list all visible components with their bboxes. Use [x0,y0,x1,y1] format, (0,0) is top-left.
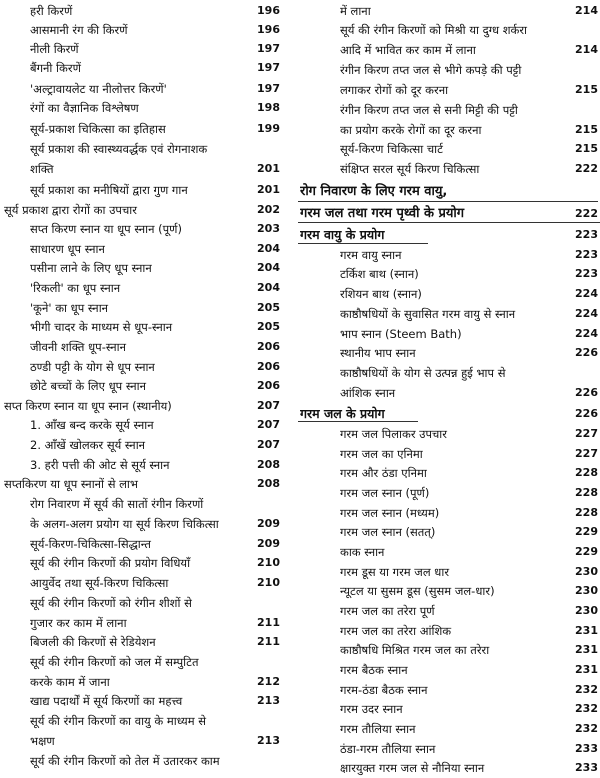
toc-entry-page: 226 [575,407,598,420]
toc-entry-title: 'अल्ट्रावायलेट या नीलोत्तर किरणें' [30,82,167,96]
toc-entry-page: 208 [257,477,280,490]
toc-entry [0,201,282,219]
toc-entry [0,515,282,533]
toc-entry [0,673,282,691]
toc-entry [0,475,282,493]
toc-entry-title: स्थानीय भाप स्नान [340,346,416,360]
toc-entry-title: गरम जल का तरेरा पूर्ण [340,604,435,618]
toc-entry [294,602,600,620]
toc-entry [294,700,600,718]
toc-entry-page: 227 [575,447,598,460]
toc-entry-title: 3. हरी पत्ती की ओट से सूर्य स्नान [30,458,170,472]
toc-entry-page: 196 [257,4,280,17]
toc-entry [294,543,600,561]
toc-entry [0,358,282,376]
heading-underline [298,243,428,244]
toc-entry-title: गरम जल स्नान (सतत्) [340,525,436,539]
toc-entry [294,160,600,178]
toc-entry-title: गरम तौलिया स्नान [340,722,416,736]
toc-entry-title: सूर्य की रंगीन किरणों को तेल में उतारकर काम [30,754,220,768]
toc-entry [294,226,600,244]
toc-entry-page: 226 [575,346,598,359]
toc-entry-title: भक्षण [30,734,55,748]
toc-entry-title: गरम-ठंडा बैठक स्नान [340,683,428,697]
toc-entry-title: हरी किरणें [30,4,73,18]
toc-entry-page: 227 [575,427,598,440]
toc-entry-page: 228 [575,486,598,499]
toc-entry-page: 233 [575,761,598,774]
toc-entry-page: 223 [575,267,598,280]
heading-underline [298,421,418,422]
toc-entry-page: 231 [575,663,598,676]
toc-entry [294,61,600,79]
toc-entry-title: ठण्डी पट्टी के योग से धूप स्नान [30,360,155,374]
toc-entry [0,40,282,58]
toc-entry-page: 230 [575,584,598,597]
toc-entry-page: 232 [575,722,598,735]
toc-entry [294,21,600,39]
toc-entry [0,240,282,258]
toc-entry [0,338,282,356]
toc-entry-title: गरम जल पिलाकर उपचार [340,427,447,441]
toc-entry-page: 211 [257,616,280,629]
toc-entry [294,81,600,99]
toc-entry [0,574,282,592]
toc-entry-page: 215 [575,123,598,136]
toc-entry-title: रंगीन किरण तप्त जल से सनी मिट्टी की पट्टी [340,103,518,117]
toc-entry-page: 206 [257,360,280,373]
toc-entry-title: 1. आँख बन्द करके सूर्य स्नान [30,418,154,432]
toc-entry-title: साधारण धूप स्नान [30,242,105,256]
toc-entry [0,299,282,317]
toc-entry [294,140,600,158]
toc-entry [294,305,600,323]
toc-entry-title: खाद्य पदार्थों में सूर्य किरणों का महत्त्व [30,694,183,708]
toc-entry-page: 213 [257,734,280,747]
heading-underline [298,201,598,202]
toc-entry-title: ठंडा-गरम तौलिया स्नान [340,742,436,756]
toc-entry-title: छोटे बच्चों के लिए धूप स्नान [30,379,147,393]
toc-entry [294,344,600,362]
toc-entry [0,436,282,454]
toc-entry-page: 204 [257,242,280,255]
toc-entry [294,41,600,59]
toc-entry-title: 2. आँखें खोलकर सूर्य स्नान [30,438,146,452]
toc-entry [294,740,600,758]
toc-entry [0,220,282,238]
toc-entry [0,732,282,750]
toc-entry-title: गरम उदर स्नान [340,702,403,716]
toc-entry-title: बिजली की किरणों से रेडियेशन [30,635,156,649]
toc-entry-page: 214 [575,43,598,56]
toc-entry-title: गरम डूस या गरम जल धार [340,565,450,579]
toc-entry-title: सप्त किरण स्नान या धूप स्नान (पूर्ण) [30,222,182,236]
toc-entry-title: का प्रयोग करके रोगों का दूर करना [340,123,482,137]
toc-entry-page: 205 [257,301,280,314]
toc-entry [294,563,600,581]
toc-entry-title: काष्ठौषधि मिश्रित गरम जल का तरेरा [340,643,490,657]
toc-entry [0,140,282,158]
toc-right-column [294,0,600,778]
toc-entry [0,752,282,770]
toc-entry-page: 196 [257,23,280,36]
toc-entry-page: 228 [575,466,598,479]
toc-entry [0,2,282,20]
toc-entry [0,653,282,671]
toc-entry [294,183,600,201]
toc-entry-title: गरम और ठंडा एनिमा [340,466,427,480]
toc-entry-page: 215 [575,142,598,155]
toc-entry [294,464,600,482]
toc-entry [0,259,282,277]
toc-entry-title: सूर्य प्रकाश की स्वास्थ्यवर्द्धक एवं रोगनाशक [30,142,208,156]
toc-entry [0,535,282,553]
toc-entry [0,594,282,612]
toc-entry [0,120,282,138]
toc-entry [0,80,282,98]
toc-entry [294,484,600,502]
toc-entry-title: गरम जल स्नान (पूर्ण) [340,486,430,500]
toc-entry-page: 214 [575,4,598,17]
toc-entry-page: 201 [257,162,280,175]
toc-entry-title: 'रिकली' का धूप स्नान [30,281,121,295]
toc-entry-page: 204 [257,281,280,294]
toc-entry-title: क्षारयुक्त गरम जल से नौनिया स्नान [340,761,485,775]
toc-entry-page: 208 [257,458,280,471]
toc-entry-title: टर्किश बाथ (स्नान) [340,267,419,281]
toc-entry-title: रशियन बाथ (स्नान) [340,287,422,301]
toc-entry-page: 215 [575,83,598,96]
toc-entry-page: 229 [575,525,598,538]
toc-entry-title: नीली किरणें [30,42,79,56]
toc-entry-title: गरम जल स्नान (मध्यम) [340,506,440,520]
toc-entry [294,2,600,20]
toc-entry-page: 222 [575,207,598,220]
toc-entry [0,279,282,297]
toc-entry-title: आसमानी रंग की किरणें [30,23,128,37]
toc-entry-title: के अलग-अलग प्रयोग या सूर्य किरण चिकित्सा [30,517,219,531]
toc-entry [0,614,282,632]
toc-entry-page: 224 [575,287,598,300]
toc-entry-title: रंगों का वैज्ञानिक विश्लेषण [30,101,139,115]
toc-entry-title: काष्ठौषधियों के योग से उत्पन्न हुई भाप से [340,366,506,380]
toc-entry-title: सप्त किरण स्नान या धूप स्नान (स्थानीय) [4,399,172,413]
toc-entry-title: रोग निवारण के लिए गरम वायु, [300,184,448,199]
toc-entry-title: सूर्य-किरण चिकित्सा चार्ट [340,142,443,156]
toc-entry-title: सूर्य की रंगीन किरणों को जल में सम्पुटित [30,655,199,669]
toc-entry [0,554,282,572]
toc-entry [294,759,600,777]
toc-entry-title: गुजार कर काम में लाना [30,616,127,630]
toc-entry-title: पसीना लाने के लिए धूप स्नान [30,261,152,275]
toc-entry [0,692,282,710]
toc-entry-page: 210 [257,556,280,569]
toc-entry-page: 229 [575,545,598,558]
toc-entry-page: 197 [257,42,280,55]
toc-entry-page: 210 [257,576,280,589]
toc-entry [0,59,282,77]
heading-underline [298,222,600,223]
toc-entry-title: सूर्य की रंगीन किरणों की प्रयोग विधियाँ [30,556,191,570]
toc-entry-page: 224 [575,327,598,340]
toc-entry [294,205,600,223]
toc-entry [294,582,600,600]
toc-entry [294,622,600,640]
toc-entry-page: 230 [575,604,598,617]
toc-entry-title: भाप स्नान (Steem Bath) [340,327,462,341]
toc-entry-title: गरम जल का तरेरा आंशिक [340,624,452,638]
toc-entry-title: 'कूने' का धूप स्नान [30,301,109,315]
toc-entry-page: 206 [257,379,280,392]
toc-entry-page: 223 [575,248,598,261]
toc-entry [0,21,282,39]
toc-entry [0,397,282,415]
toc-entry-page: 199 [257,122,280,135]
toc-entry-title: आदि में भावित कर काम में लाना [340,43,476,57]
toc-entry-title: सूर्य प्रकाश द्वारा रोगों का उपचार [4,203,137,217]
toc-entry [294,661,600,679]
toc-entry-title: लगाकर रोगों को दूर करना [340,83,449,97]
toc-entry-page: 213 [257,694,280,707]
toc-entry-page: 230 [575,565,598,578]
toc-entry-page: 209 [257,517,280,530]
toc-entry-title: करके काम में जाना [30,675,110,689]
toc-entry-page: 228 [575,506,598,519]
toc-entry-page: 211 [257,635,280,648]
toc-entry-page: 204 [257,261,280,274]
toc-entry-page: 198 [257,101,280,114]
toc-entry-page: 197 [257,82,280,95]
toc-left-column [0,0,282,778]
toc-entry-title: सूर्य की रंगीन किरणों को मिश्री या दुग्ध शर्करा [340,23,528,37]
toc-entry-title: रोग निवारण में सूर्य की सातों रंगीन किरणों [30,497,204,511]
toc-entry-page: 223 [575,228,598,241]
toc-entry-title: रंगीन किरण तप्त जल से भीगे कपड़े की पट्टी [340,63,522,77]
toc-entry [0,712,282,730]
toc-entry-page: 224 [575,307,598,320]
toc-entry-page: 209 [257,537,280,550]
toc-entry [294,364,600,382]
toc-entry-title: गरम जल तथा गरम पृथ्वी के प्रयोग [300,206,465,221]
toc-entry [0,416,282,434]
toc-entry [294,425,600,443]
toc-entry [294,101,600,119]
toc-entry-title: बैंगनी किरणें [30,61,81,75]
toc-entry-title: गरम वायु के प्रयोग [300,227,385,242]
toc-entry [294,265,600,283]
toc-entry [294,246,600,264]
toc-entry-page: 203 [257,222,280,235]
toc-entry [294,523,600,541]
toc-entry-title: में लाना [340,4,371,18]
toc-entry-title: सूर्य की रंगीन किरणों का वायु के माध्यम से [30,714,207,728]
toc-entry-title: गरम बैठक स्नान [340,663,408,677]
toc-entry-title: काक स्नान [340,545,385,559]
toc-entry-page: 232 [575,702,598,715]
toc-entry-title: संक्षिप्त सरल सूर्य किरण चिकित्सा [340,162,480,176]
toc-entry-page: 201 [257,183,280,196]
toc-entry [0,633,282,651]
toc-entry-title: आयुर्वेद तथा सूर्य-किरण चिकित्सा [30,576,169,590]
toc-entry-page: 222 [575,162,598,175]
toc-entry [294,720,600,738]
toc-entry-page: 202 [257,203,280,216]
toc-entry-title: सप्तकिरण या धूप स्नानों से लाभ [4,477,138,491]
toc-entry-page: 207 [257,438,280,451]
toc-entry [294,641,600,659]
toc-entry-title: न्यूटल या सुसम डूस (सुसम जल-धार) [340,584,495,598]
toc-entry-title: सूर्य-प्रकाश चिकित्सा का इतिहास [30,122,166,136]
toc-entry-page: 205 [257,320,280,333]
toc-entry-page: 226 [575,386,598,399]
toc-entry-page: 207 [257,418,280,431]
toc-entry [294,121,600,139]
toc-entry-page: 231 [575,624,598,637]
toc-entry-page: 206 [257,340,280,353]
toc-entry-title: काष्ठौषधियों के सुवासित गरम वायु से स्नान [340,307,516,321]
toc-entry [294,384,600,402]
toc-entry [0,456,282,474]
toc-entry [0,377,282,395]
toc-entry-page: 207 [257,399,280,412]
toc-entry-title: गरम जल के प्रयोग [300,406,385,421]
toc-entry [294,285,600,303]
toc-entry [0,99,282,117]
toc-entry-page: 212 [257,675,280,688]
toc-entry [0,495,282,513]
toc-entry-page: 233 [575,742,598,755]
toc-entry [294,504,600,522]
toc-entry-title: शक्ति [30,162,54,176]
toc-entry [294,681,600,699]
toc-entry-title: जीवनी शक्ति धूप-स्नान [30,340,126,354]
toc-entry-title: गरम वायु स्नान [340,248,402,262]
toc-entry-title: सूर्य-किरण-चिकित्सा-सिद्धान्त [30,537,151,551]
toc-entry-page: 232 [575,683,598,696]
toc-entry-title: सूर्य की रंगीन किरणों को रंगीन शीशों से [30,596,192,610]
toc-entry [294,325,600,343]
toc-entry [0,160,282,178]
toc-entry [294,445,600,463]
toc-entry-title: भीगी चादर के माध्यम से धूप-स्नान [30,320,173,334]
toc-entry-title: गरम जल का एनिमा [340,447,423,461]
toc-entry [0,181,282,199]
toc-entry-page: 197 [257,61,280,74]
toc-entry-title: सूर्य प्रकाश का मनीषियों द्वारा गुण गान [30,183,188,197]
toc-entry [0,318,282,336]
toc-entry-page: 231 [575,643,598,656]
toc-entry-title: आंशिक स्नान [340,386,396,400]
